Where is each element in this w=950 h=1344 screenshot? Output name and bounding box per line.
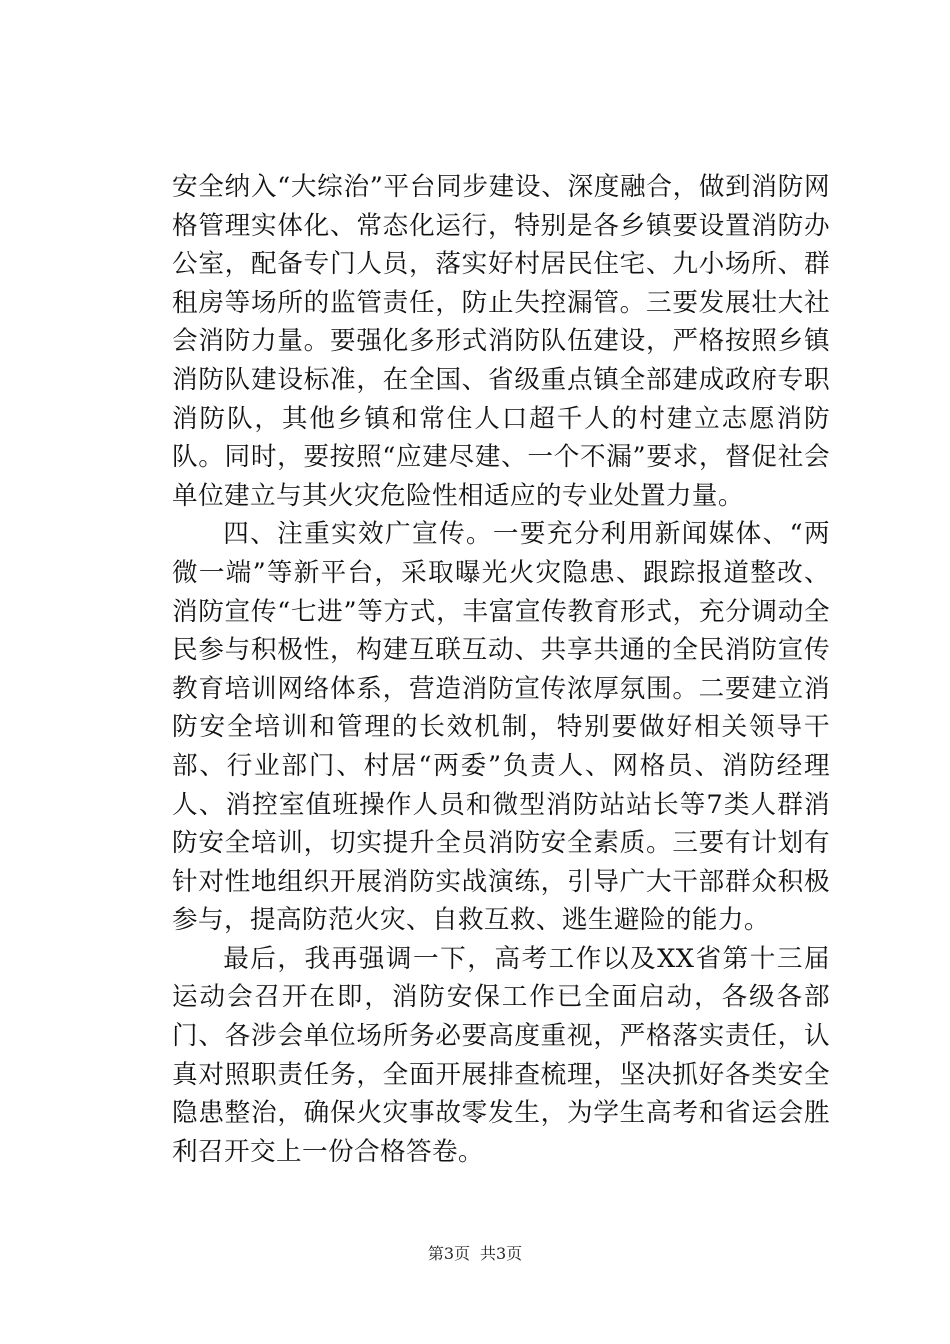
page-total: 共3页 [480, 1244, 523, 1263]
paragraph-3: 最后，我再强调一下，高考工作以及XX省第十三届运动会召开在即，消防安保工作已全面启动，各级各部门、各涉会单位场所务必要高度重视，严格落实责任，认真对照职责任务，全面开展排查梳理，坚决抓好各类安全隐患整治，确保火灾事故零发生，为学生高考和省运会胜利召开交上一份合格答卷。 [172, 943, 830, 1167]
paragraph-1: 安全纳入“大综治”平台同步建设、深度融合，做到消防网格管理实体化、常态化运行，特别是各乡镇要设置消防办公室，配备专门人员，落实好村居民住宅、九小场所、群租房等场所的监管责任，防止失控漏管。三要发展壮大社会消防力量。要强化多形式消防队伍建设，严格按照乡镇消防队建设标准，在全国、省级重点镇全部建成政府专职消防队，其他乡镇和常住人口超千人的村建立志愿消防队。同时，要按照“应建尽建、一个不漏”要求，督促社会单位建立与其火灾危险性相适应的专业处置力量。 [172, 172, 830, 511]
page-footer [0, 1244, 950, 1264]
paragraph-2: 四、注重实效广宣传。一要充分利用新闻媒体、“两微一端”等新平台，采取曝光火灾隐患、跟踪报道整改、消防宣传“七进”等方式，丰富宣传教育形式，充分调动全民参与积极性，构建互联互动、共享共通的全民消防宣传教育培训网络体系，营造消防宣传浓厚氛围。二要建立消防安全培训和管理的长效机制，特别要做好相关领导干部、行业部门、村居“两委”负责人、网格员、消防经理人、消控室值班操作人员和微型消防站站长等7类人群消防安全培训，切实提升全员消防安全素质。三要有计划有针对性地组织开展消防实战演练，引导广大干部群众积极参与，提高防范火灾、自救互救、逃生避险的能力。 [172, 519, 830, 936]
page-number: 第3页 [427, 1244, 470, 1263]
document-body [172, 168, 830, 1171]
